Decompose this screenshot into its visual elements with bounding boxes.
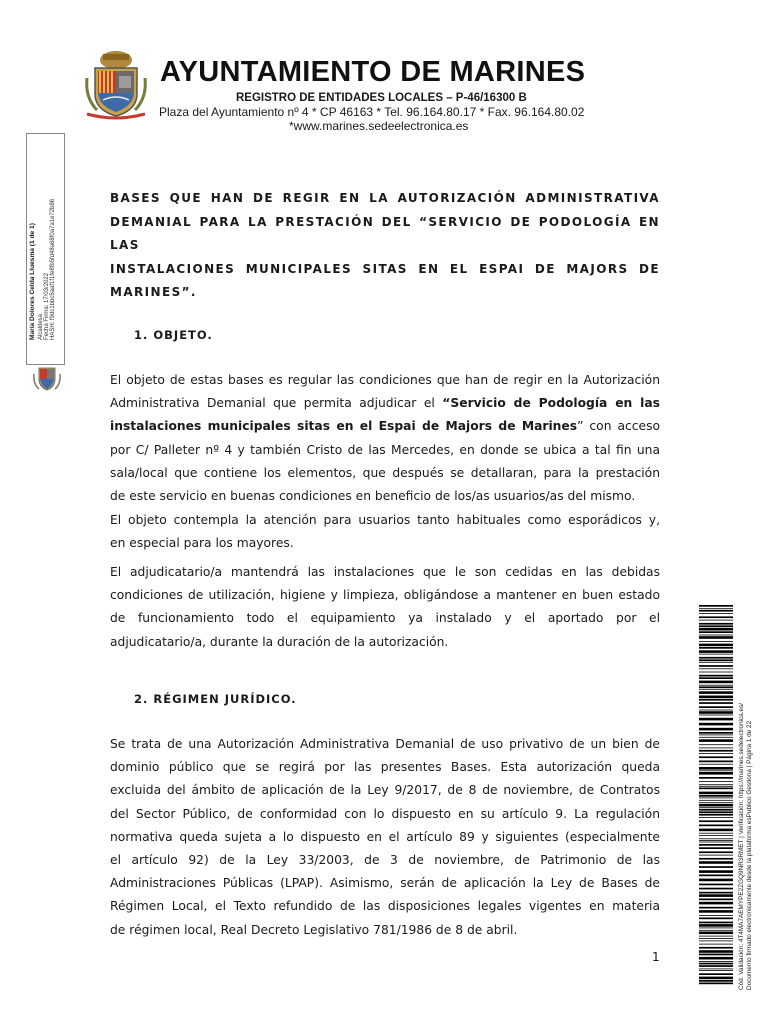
text-line: normativa queda sujeta a lo dispuesto en el artículo 89 y siguientes (especialmente bbox=[110, 829, 660, 844]
text-line: Se trata de una Autorización Administrativa Demanial de uso privativo de un bien de bbox=[110, 737, 660, 751]
validation-code: Cód. Validación: 4T4MA7AEMYPE2ZGQ9NR3RMET | Verificación: https://marines.sedelectronica.es/ bbox=[738, 703, 745, 990]
text-run: Administrativa Demanial que permita adjudicar el bbox=[110, 396, 443, 411]
registry-line: REGISTRO DE ENTIDADES LOCALES – P-46/16300 B bbox=[236, 92, 527, 104]
text-line: por C/ Palleter nº 4 y también Cristo de las Mercedes, en donde se ubica a tal fin una bbox=[110, 442, 660, 457]
text-line bbox=[110, 392, 660, 415]
paragraph bbox=[110, 561, 660, 654]
page-title: AYUNTAMIENTO DE MARINES bbox=[160, 56, 586, 88]
text-line: El adjudicatario/a mantendrá las instalaciones que le son cedidas en las debidas bbox=[110, 565, 660, 579]
title-line: INSTALACIONES MUNICIPALES SITAS EN EL ESPAI DE MAJORS DE bbox=[110, 261, 660, 276]
text-run: ” con acceso bbox=[577, 419, 660, 434]
paragraph bbox=[110, 733, 660, 942]
text-line: de régimen local, Real Decreto Legislativo 781/1986 de 8 de abril. bbox=[110, 922, 518, 937]
text-line: condiciones de utilización, higiene y limpieza, obligándose a mantener en buen estado bbox=[110, 588, 660, 603]
barcode-icon bbox=[699, 605, 733, 985]
text-line: El objeto contempla la atención para usuarios tanto habituales como esporádicos y, bbox=[110, 513, 660, 527]
text-line: de funcionamiento todo el equipamiento ya instalado y el aportado por el bbox=[110, 611, 660, 626]
title-line: BASES QUE HAN DE REGIR EN LA AUTORIZACIÓN ADMINISTRATIVA bbox=[110, 191, 660, 205]
text-line: sala/local que contiene los elementos, que después se detallaran, para la prestación bbox=[110, 465, 660, 480]
text-line: Administraciones Públicas (LPAP). Asimismo, serán de aplicación la Ley de Bases de bbox=[110, 876, 660, 891]
text-line: en especial para los mayores. bbox=[110, 536, 294, 551]
title-line: DEMANIAL PARA LA PRESTACIÓN DEL “SERVICIO DE PODOLOGÍA EN LAS bbox=[110, 214, 660, 252]
service-name-bold: “Servicio de Podología en las bbox=[442, 396, 660, 411]
website-line: *www.marines.sedeelectronica.es bbox=[289, 119, 469, 133]
signer-name: María Dolores Celda Lluesma (1 de 1) bbox=[29, 223, 36, 340]
document-title bbox=[110, 187, 660, 305]
text-line: El objeto de estas bases es regular las condiciones que han de regir en la Autorización bbox=[110, 373, 660, 387]
stamp-crest-icon bbox=[32, 364, 62, 391]
text-line: adjudicatario/a, durante la duración de la autorización. bbox=[110, 634, 449, 649]
signature-date: Fecha Firma: 17/03/2022 bbox=[44, 272, 50, 340]
coat-of-arms-icon bbox=[83, 48, 149, 120]
text-line: excluida del ámbito de aplicación de la Ley 9/2017, de 8 de noviembre, de Contratos bbox=[110, 783, 660, 798]
text-line: el artículo 92) de la Ley 33/2003, de 3 de noviembre, de Patrimonio de las bbox=[110, 853, 660, 868]
text-line: dominio público que se regirá por las presentes Bases. Esta autorización queda bbox=[110, 760, 660, 775]
signature-hash: HASH: f9dc1bbc5aaf1f1fe8fb5fd48a68f0a7a1e72b86 bbox=[50, 198, 56, 340]
section-heading-objeto: 1. OBJETO. bbox=[134, 328, 213, 342]
page-number: 1 bbox=[652, 950, 660, 964]
paragraph bbox=[110, 509, 660, 555]
title-line: MARINES”. bbox=[110, 285, 197, 299]
paragraph bbox=[110, 369, 660, 508]
text-line: del Sector Público, de conformidad con lo dispuesto en su artículo 9. La regulación bbox=[110, 806, 660, 821]
text-line: de este servicio en buenas condiciones en beneficio de los/as usuarios/as del mismo. bbox=[110, 489, 636, 504]
text-line bbox=[110, 415, 660, 438]
service-name-bold: instalaciones municipales sitas en el Espai de Majors de Marines bbox=[110, 419, 578, 434]
text-line: Régimen Local, el Texto refundido de las disposiciones legales vigentes en materia bbox=[110, 899, 660, 914]
address-line: Plaza del Ayuntamiento nº 4 * CP 46163 * Tel. 96.164.80.17 * Fax. 96.164.80.02 bbox=[159, 105, 585, 119]
signer-role: Alcaldesa bbox=[38, 313, 44, 340]
section-heading-regimen-juridico: 2. RÉGIMEN JURÍDICO. bbox=[134, 692, 297, 706]
validation-note: Documento firmado electrónicamente desde la plataforma esPublico Gestiona | Página 1 de 22 bbox=[746, 720, 753, 990]
